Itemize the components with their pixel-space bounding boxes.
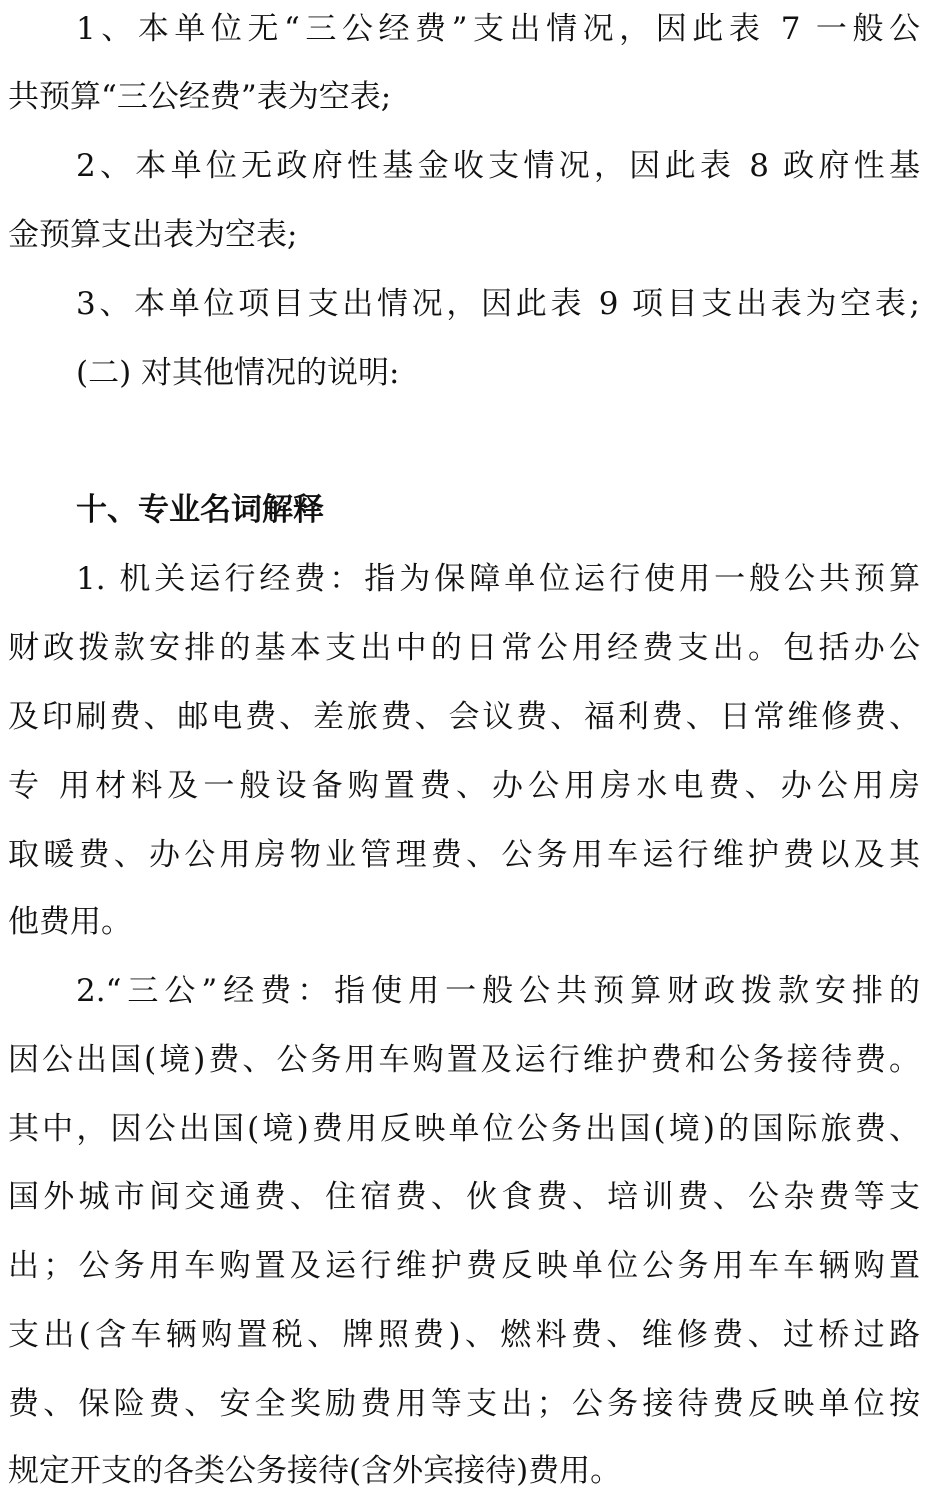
term-1-line-4: 专 用材料及一般设备购置费、办公用房水电费、办公用房 (8, 768, 920, 804)
term-2-line-3: 其中，因公出国(境)费用反映单位公务出国(境)的国际旅费、 (8, 1111, 920, 1147)
section-heading: 十、专业名词解释 (76, 492, 324, 528)
term-2-line-2: 因公出国(境)费、公务用车购置及运行维护费和公务接待费。 (8, 1042, 920, 1078)
term-1-line-2: 财政拨款安排的基本支出中的日常公用经费支出。包括办公 (8, 630, 920, 666)
term-1-line-3: 及印刷费、邮电费、差旅费、会议费、福利费、日常维修费、 (8, 699, 920, 735)
other-notes-title: (二) 对其他情况的说明: (76, 355, 400, 391)
term-1-line-5: 取暖费、办公用房物业管理费、公务用车运行维护费以及其 (8, 837, 920, 873)
note-item-3: 3、本单位项目支出情况，因此表 9 项目支出表为空表; (76, 286, 920, 322)
term-2-line-5: 出；公务用车购置及运行维护费反映单位公务用车车辆购置 (8, 1248, 920, 1284)
term-2-line-7: 费、保险费、安全奖励费用等支出；公务接待费反映单位按 (8, 1386, 920, 1422)
term-1-line-6: 他费用。 (8, 904, 132, 940)
term-2-line-8: 规定开支的各类公务接待(含外宾接待)费用。 (8, 1453, 622, 1489)
note-item-1-line-1: 1、本单位无“三公经费”支出情况，因此表 7 一般公 (76, 11, 920, 47)
note-item-2-line-2: 金预算支出表为空表; (8, 217, 298, 253)
term-2-line-1: 2.“三公”经费：指使用一般公共预算财政拨款安排的 (76, 973, 920, 1009)
term-2-line-4: 国外城市间交通费、住宿费、伙食费、培训费、公杂费等支 (8, 1179, 920, 1215)
term-1-line-1: 1. 机关运行经费：指为保障单位运行使用一般公共预算 (76, 561, 920, 597)
term-2-line-6: 支出(含车辆购置税、牌照费)、燃料费、维修费、过桥过路 (8, 1317, 920, 1353)
note-item-1-line-2: 共预算“三公经费”表为空表; (8, 79, 392, 115)
note-item-2-line-1: 2、本单位无政府性基金收支情况，因此表 8 政府性基 (76, 148, 920, 184)
